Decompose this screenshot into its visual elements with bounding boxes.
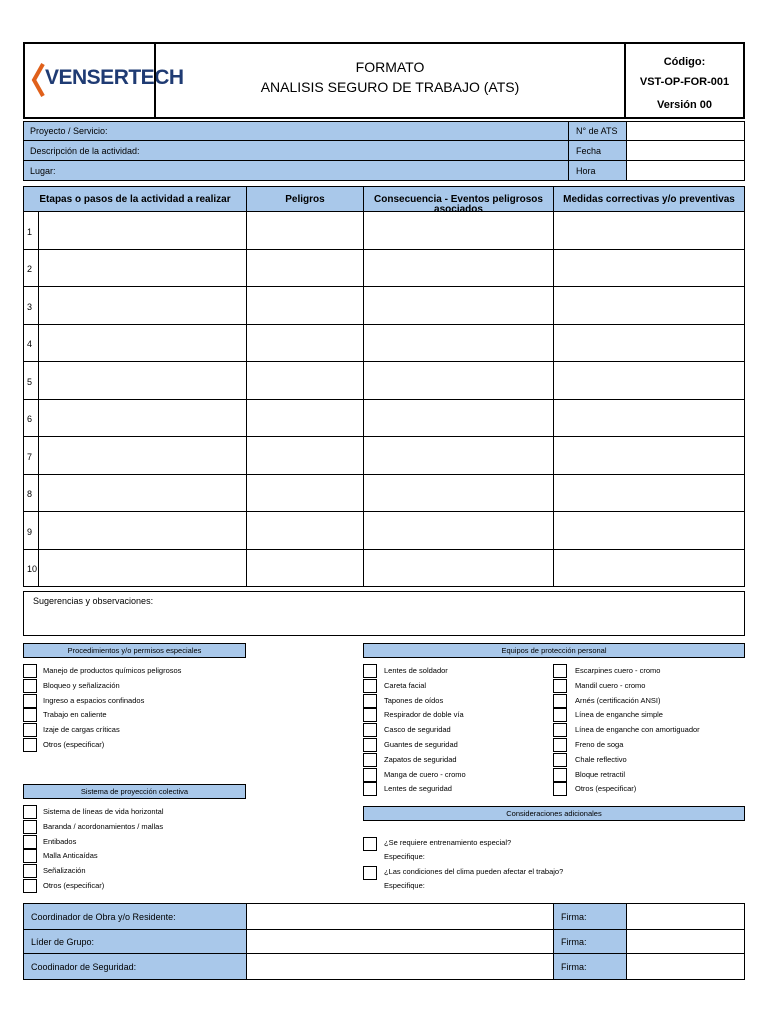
epp-label: Lentes de soldador — [384, 666, 448, 675]
table-cell[interactable] — [246, 399, 364, 437]
table-cell[interactable] — [553, 249, 745, 287]
epp-label: Casco de seguridad — [384, 725, 451, 734]
header-code-cell — [624, 42, 745, 119]
epp-checkbox[interactable] — [363, 782, 377, 796]
hora-label-cell — [568, 160, 627, 181]
q2-text: ¿Las condiciones del clima pueden afectar el trabajo? — [384, 867, 564, 876]
row-number: 9 — [27, 526, 33, 537]
table-cell[interactable] — [553, 436, 745, 475]
table-cell[interactable] — [363, 511, 554, 550]
row-number-cell — [23, 436, 39, 475]
descripcion-label: Descripción de la actividad: — [30, 146, 140, 156]
epp-checkbox[interactable] — [553, 768, 567, 782]
epp-checkbox[interactable] — [363, 768, 377, 782]
proc-label: Ingreso a espacios confinados — [43, 696, 145, 705]
table-cell[interactable] — [553, 474, 745, 512]
hora-label: Hora — [576, 166, 596, 176]
proteccion-title: Sistema de proyección colectiva — [23, 784, 246, 799]
firma-label: Firma: — [561, 911, 587, 922]
firma-role-label: Coordinador de Obra y/o Residente: — [31, 911, 176, 922]
epp-label: Lentes de seguridad — [384, 784, 452, 793]
hora-input[interactable] — [626, 160, 745, 181]
firma-name-input[interactable] — [246, 929, 554, 954]
col-header-etapas-text: Etapas o pasos de la actividad a realizar — [39, 194, 231, 205]
col-header-consecuencia-text: Consecuencia - Eventos peligrosos asociados — [374, 194, 543, 215]
row-number: 6 — [27, 414, 33, 424]
col-header-peligros-text: Peligros — [285, 194, 325, 205]
epp-checkbox[interactable] — [363, 723, 377, 737]
proc-label: Bloqueo y señalización — [43, 681, 120, 690]
q1-text: ¿Se requiere entrenamiento especial? — [384, 838, 512, 847]
prot-checkbox[interactable] — [23, 835, 37, 849]
proc-label: Izaje de cargas críticas — [43, 725, 120, 734]
epp-checkbox[interactable] — [363, 679, 377, 693]
epp-checkbox[interactable] — [553, 723, 567, 737]
logo-text: VENSERTECH — [45, 66, 184, 89]
table-cell[interactable] — [38, 286, 247, 325]
table-cell[interactable] — [38, 474, 247, 512]
fecha-label: Fecha — [576, 146, 602, 156]
table-cell[interactable] — [38, 211, 247, 250]
epp-checkbox[interactable] — [553, 738, 567, 752]
sugerencias-box[interactable] — [23, 591, 745, 636]
epp-checkbox[interactable] — [363, 753, 377, 767]
epp-checkbox[interactable] — [553, 782, 567, 796]
logo-chevron-icon — [31, 62, 45, 98]
prot-checkbox[interactable] — [23, 820, 37, 834]
firma-signature-input[interactable] — [626, 929, 745, 954]
epp-label: Línea de enganche con amortiguador — [575, 725, 700, 734]
table-cell[interactable] — [363, 361, 554, 400]
descripcion-field[interactable] — [23, 140, 569, 161]
proc-checkbox[interactable] — [23, 679, 37, 693]
prot-label: Entibados — [43, 837, 77, 846]
epp-label: Manga de cuero - cromo — [384, 770, 466, 779]
col-header-medidas — [553, 186, 745, 212]
table-cell[interactable] — [246, 511, 364, 550]
firma-role-label: Coodinador de Seguridad: — [31, 961, 137, 972]
code-value: VST-OP-FOR-001 — [639, 76, 730, 88]
firma-label-cell — [553, 929, 627, 954]
epp-label: Mandil cuero - cromo — [575, 681, 646, 690]
epp-checkbox[interactable] — [363, 664, 377, 678]
firma-name-input[interactable] — [246, 953, 554, 980]
table-cell[interactable] — [553, 511, 745, 550]
prot-checkbox[interactable] — [23, 805, 37, 819]
fecha-input[interactable] — [626, 140, 745, 161]
firma-role-cell — [23, 929, 247, 954]
epp-checkbox[interactable] — [363, 694, 377, 708]
table-cell[interactable] — [246, 361, 364, 400]
code-label: Código: — [663, 56, 706, 68]
q1-spec: Especifique: — [384, 852, 425, 861]
table-cell[interactable] — [553, 399, 745, 437]
version: Versión 00 — [656, 99, 713, 111]
table-cell[interactable] — [363, 549, 554, 587]
epp-label: Careta facial — [384, 681, 427, 690]
table-cell[interactable] — [246, 549, 364, 587]
row-number-cell — [23, 324, 39, 362]
firma-signature-input[interactable] — [626, 953, 745, 980]
table-cell[interactable] — [363, 286, 554, 325]
epp-label: Arnés (certificación ANSI) — [575, 696, 661, 705]
proc-checkbox[interactable] — [23, 694, 37, 708]
title-line-1: FORMATO — [355, 59, 425, 75]
epp-label: Tapones de oídos — [384, 696, 444, 705]
table-cell[interactable] — [38, 511, 247, 550]
col-header-medidas-text: Medidas correctivas y/o preventivas — [563, 194, 735, 205]
row-number-cell — [23, 211, 39, 250]
proc-label: Otros (especificar) — [43, 740, 105, 749]
table-cell[interactable] — [246, 211, 364, 250]
proc-checkbox[interactable] — [23, 664, 37, 678]
epp-title: Equipos de protección personal — [363, 643, 745, 658]
entrenamiento-checkbox[interactable] — [363, 837, 377, 851]
row-number-cell — [23, 399, 39, 437]
firma-label: Firma: — [561, 936, 587, 947]
table-cell[interactable] — [38, 436, 247, 475]
firma-role-cell — [23, 953, 247, 980]
col-header-consecuencia — [363, 186, 554, 215]
table-cell[interactable] — [553, 324, 745, 362]
table-cell[interactable] — [553, 211, 745, 250]
col-header-etapas — [23, 186, 247, 212]
epp-label: Respirador de doble vía — [384, 710, 464, 719]
n-ats-label: N° de ATS — [576, 126, 618, 136]
prot-label: Malla Anticaídas — [43, 851, 98, 860]
row-number-cell — [23, 361, 39, 400]
proc-label: Manejo de productos químicos peligrosos — [43, 666, 182, 675]
table-cell[interactable] — [246, 249, 364, 287]
table-cell[interactable] — [553, 549, 745, 587]
prot-label: Otros (especificar) — [43, 881, 105, 890]
row-number: 5 — [27, 376, 33, 387]
table-cell[interactable] — [363, 474, 554, 512]
epp-checkbox[interactable] — [553, 753, 567, 767]
table-cell[interactable] — [246, 436, 364, 475]
epp-checkbox[interactable] — [363, 738, 377, 752]
table-cell[interactable] — [553, 361, 745, 400]
procedimientos-title: Procedimientos y/o permisos especiales — [23, 643, 246, 658]
clima-checkbox[interactable] — [363, 866, 377, 880]
proc-checkbox[interactable] — [23, 708, 37, 722]
epp-checkbox[interactable] — [553, 708, 567, 722]
n-ats-label-cell — [568, 121, 627, 141]
firma-label-cell — [553, 953, 627, 980]
lugar-label: Lugar: — [30, 166, 56, 176]
proc-checkbox[interactable] — [23, 738, 37, 752]
table-cell[interactable] — [38, 324, 247, 362]
row-number: 1 — [27, 226, 33, 237]
row-number-cell — [23, 249, 39, 287]
table-cell[interactable] — [246, 474, 364, 512]
firma-role-cell — [23, 903, 247, 930]
epp-label: Bloque retractil — [575, 770, 626, 779]
row-number: 10 — [27, 564, 38, 574]
table-cell[interactable] — [363, 249, 554, 287]
proc-label: Trabajo en caliente — [43, 710, 107, 719]
header-title-cell — [154, 42, 626, 119]
table-cell[interactable] — [363, 211, 554, 250]
q2-spec: Especifique: — [384, 881, 425, 890]
epp-checkbox[interactable] — [553, 664, 567, 678]
epp-label: Guantes de seguridad — [384, 740, 458, 749]
proc-checkbox[interactable] — [23, 723, 37, 737]
epp-label: Línea de enganche simple — [575, 710, 663, 719]
adicionales-title: Consideraciones adicionales — [363, 806, 745, 821]
prot-label: Sistema de líneas de vida horizontal — [43, 807, 164, 816]
prot-checkbox[interactable] — [23, 879, 37, 893]
row-number-cell — [23, 511, 39, 550]
epp-label: Otros (especificar) — [575, 784, 637, 793]
firma-label-cell — [553, 903, 627, 930]
header-logo-cell — [23, 42, 184, 119]
proyecto-field[interactable] — [23, 121, 569, 141]
table-cell[interactable] — [363, 399, 554, 437]
row-number: 8 — [27, 489, 33, 499]
epp-checkbox[interactable] — [553, 679, 567, 693]
firma-name-input[interactable] — [246, 903, 554, 930]
title-line-2: ANALISIS SEGURO DE TRABAJO (ATS) — [260, 79, 520, 95]
epp-label: Chale reflectivo — [575, 755, 627, 764]
epp-checkbox[interactable] — [553, 694, 567, 708]
prot-label: Baranda / acordonamientos / mallas — [43, 822, 164, 831]
epp-checkbox[interactable] — [363, 708, 377, 722]
firma-label: Firma: — [561, 961, 587, 972]
epp-label: Freno de soga — [575, 740, 624, 749]
fecha-label-cell — [568, 140, 627, 161]
firma-signature-input[interactable] — [626, 903, 745, 930]
row-number-cell — [23, 286, 39, 325]
table-cell[interactable] — [38, 249, 247, 287]
row-number: 4 — [27, 339, 33, 349]
table-cell[interactable] — [553, 286, 745, 325]
sugerencias-label: Sugerencias y observaciones: — [33, 596, 154, 606]
table-cell[interactable] — [38, 399, 247, 437]
epp-label: Zapatos de seguridad — [384, 755, 457, 764]
prot-checkbox[interactable] — [23, 849, 37, 863]
row-number: 7 — [27, 451, 33, 462]
row-number: 3 — [27, 301, 33, 312]
proyecto-label: Proyecto / Servicio: — [30, 126, 108, 136]
table-cell[interactable] — [363, 436, 554, 475]
table-cell[interactable] — [246, 324, 364, 362]
n-ats-input[interactable] — [626, 121, 745, 141]
prot-label: Señalización — [43, 866, 86, 875]
prot-checkbox[interactable] — [23, 864, 37, 878]
row-number: 2 — [27, 264, 33, 274]
table-cell[interactable] — [38, 361, 247, 400]
lugar-field[interactable] — [23, 160, 569, 181]
col-header-peligros — [246, 186, 364, 212]
row-number-cell — [23, 474, 39, 512]
table-cell[interactable] — [363, 324, 554, 362]
epp-label: Escarpines cuero - cromo — [575, 666, 661, 675]
row-number-cell — [23, 549, 39, 587]
table-cell[interactable] — [38, 549, 247, 587]
table-cell[interactable] — [246, 286, 364, 325]
firma-role-label: Líder de Grupo: — [31, 936, 95, 947]
